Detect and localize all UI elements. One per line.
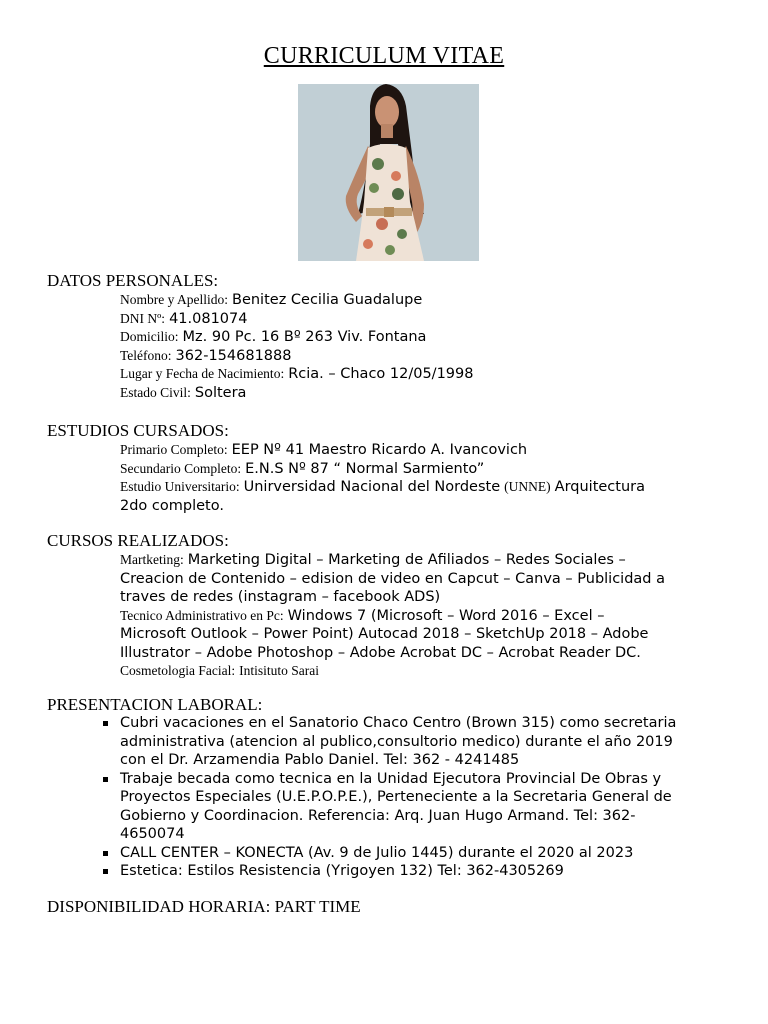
- field-universitario: [120, 478, 730, 497]
- field-value: Soltera: [194, 384, 247, 401]
- field-label: Secundario Completo:: [120, 460, 242, 476]
- field-domicilio: [120, 328, 730, 347]
- field-value: EEP Nº 41 Maestro Ricardo A. Ivancovich: [231, 442, 528, 458]
- field-value: Mz. 90 Pc. 16 Bº 263 Viv. Fontana: [182, 329, 427, 345]
- bullet-icon: [103, 851, 108, 856]
- curso-tecnico: [120, 607, 730, 626]
- curso-marketing: [120, 551, 730, 570]
- field-secundario: [120, 460, 730, 479]
- item-line: Trabaje becada como tecnica en la Unidad Ejecutora Provincial De Obras y: [120, 770, 662, 787]
- list-item: [100, 862, 725, 881]
- section-heading-estudios: ESTUDIOS CURSADOS:: [47, 421, 229, 440]
- item-line: Estetica: Estilos Resistencia (Yrigoyen 132) Tel: 362-4305269: [120, 863, 564, 879]
- profile-photo: [298, 84, 479, 261]
- field-universitario-cont: 2do completo.: [120, 497, 224, 514]
- bullet-icon: [103, 777, 108, 782]
- item-line: Cubri vacaciones en el Sanatorio Chaco Centro (Brown 315) como secretaria: [120, 715, 677, 731]
- field-value: Unirversidad Nacional del Nordeste: [243, 479, 501, 495]
- field-telefono: [120, 347, 730, 366]
- item-line: con el Dr. Arzamendia Pablo Daniel. Tel: 362 - 4241485: [120, 752, 520, 768]
- curso-cosmetologia: [120, 662, 730, 681]
- list-item: [100, 770, 725, 844]
- work-experience-list: [100, 714, 725, 881]
- bullet-icon: [103, 869, 108, 874]
- field-primario: [120, 441, 730, 460]
- curso-marketing-line: traves de redes (instagram – facebook ADS): [120, 589, 441, 605]
- field-value: Intisituto Sarai: [239, 663, 319, 678]
- list-item: [100, 844, 725, 863]
- item-line: 4650074: [120, 826, 185, 842]
- field-label: Primario Completo:: [120, 442, 228, 457]
- field-label: Estado Civil:: [120, 384, 191, 400]
- field-label: Cosmetologia Facial:: [120, 663, 236, 678]
- list-item: [100, 714, 725, 770]
- item-line: Proyectos Especiales (U.E.P.O.P.E.), Perteneciente a la Secretaria General de: [120, 789, 672, 805]
- section-heading-datos: DATOS PERSONALES:: [47, 271, 219, 290]
- section-heading-laboral: PRESENTACION LABORAL:: [47, 695, 263, 714]
- field-value: Marketing Digital – Marketing de Afiliados – Redes Sociales –: [187, 552, 626, 568]
- bullet-icon: [103, 721, 108, 726]
- field-label: Martketing:: [120, 552, 184, 567]
- field-nacimiento: [120, 365, 730, 384]
- field-label: Estudio Universitario:: [120, 479, 240, 494]
- field-value: Benitez Cecilia Guadalupe: [232, 292, 423, 308]
- field-dni: [120, 310, 730, 329]
- section-heading-cursos: CURSOS REALIZADOS:: [47, 531, 229, 550]
- field-value: E.N.S Nº 87 “ Normal Sarmiento”: [245, 460, 485, 477]
- item-line: CALL CENTER – KONECTA (Av. 9 de Julio 1445) durante el 2020 al 2023: [120, 844, 634, 861]
- item-line: Gobierno y Coordinacion. Referencia: Arq. Juan Hugo Armand. Tel: 362-: [120, 807, 636, 824]
- curso-tecnico-line: Illustrator – Adobe Photoshop – Adobe Acrobat DC – Acrobat Reader DC.: [120, 644, 641, 661]
- availability: DISPONIBILIDAD HORARIA: PART TIME: [47, 897, 361, 916]
- unne-abbr: (UNNE): [504, 479, 551, 494]
- field-value: Windows 7 (Microsoft – Word 2016 – Excel –: [287, 607, 605, 624]
- field-value: Arquitectura: [554, 479, 646, 495]
- field-value: 41.081074: [169, 310, 248, 327]
- item-line: administrativa (atencion al publico,consultorio medico) durante el año 2019: [120, 733, 673, 750]
- field-label: Domicilio:: [120, 329, 179, 344]
- field-label: Teléfono:: [120, 347, 172, 363]
- curso-tecnico-line: Microsoft Outlook – Power Point) Autocad 2018 – SketchUp 2018 – Adobe: [120, 626, 649, 642]
- field-estado-civil: [120, 384, 730, 403]
- field-value: Rcia. – Chaco 12/05/1998: [288, 366, 474, 382]
- field-label: DNI Nº:: [120, 310, 166, 326]
- curso-marketing-line: Creacion de Contenido – edision de video en Capcut – Canva – Publicidad a: [120, 570, 666, 587]
- field-label: Tecnico Administrativo en Pc:: [120, 607, 284, 623]
- field-label: Nombre y Apellido:: [120, 292, 228, 307]
- field-nombre: [120, 291, 730, 310]
- field-value: 362-154681888: [175, 347, 292, 364]
- document-title: CURRICULUM VITAE: [263, 43, 505, 69]
- field-label: Lugar y Fecha de Nacimiento:: [120, 366, 285, 381]
